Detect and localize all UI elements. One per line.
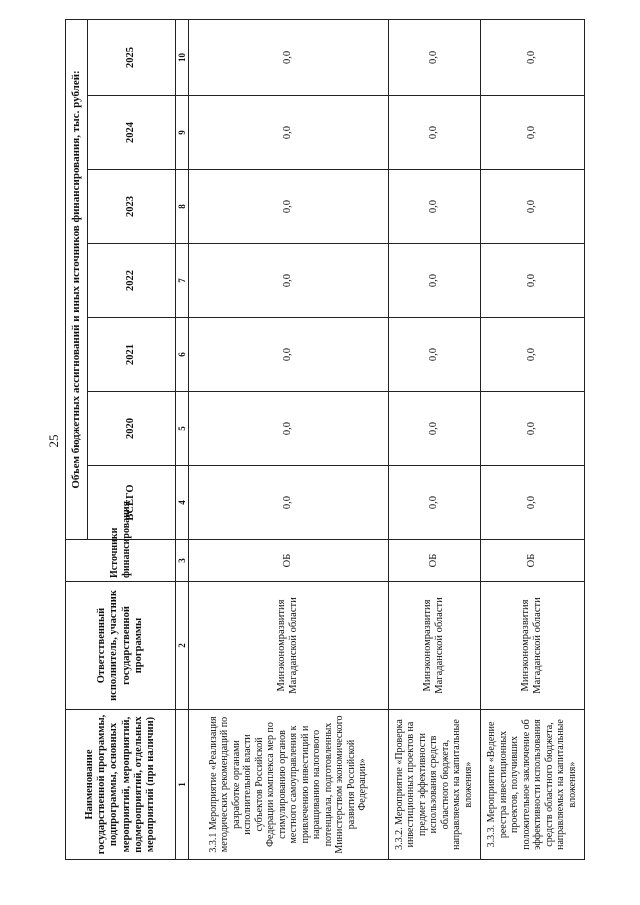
budget-table-rotated xyxy=(65,20,585,860)
column-number: 5 xyxy=(176,392,189,466)
row-value: 0,0 xyxy=(388,466,480,540)
header-year-2025: 2025 xyxy=(88,19,176,95)
column-number: 7 xyxy=(176,244,189,318)
header-name: Наименование государственной программы, подпрограммы, основных мероприятий, мероприятий, подмероприятий, отдельных мероприятий (при наличии) xyxy=(66,710,176,860)
header-responsible: Ответственный исполнитель, участник государственной программы xyxy=(66,582,176,710)
column-number: 1 xyxy=(176,710,189,860)
column-number: 8 xyxy=(176,170,189,244)
header-year-total: ВСЕГО xyxy=(88,466,176,540)
budget-table xyxy=(65,19,585,860)
table-row xyxy=(480,19,584,859)
row-value: 0,0 xyxy=(189,244,388,318)
row-value: 0,0 xyxy=(480,170,584,244)
column-number: 6 xyxy=(176,318,189,392)
header-budget-group: Объем бюджетных ассигнований и иных источников финансирования, тыс. рублей: xyxy=(66,19,88,539)
row-name: 3.3.2. Мероприятие «Проверка инвестиционных проектов на предмет эффективности использования средств областного бюджета, направляемых на капитальные вложения» xyxy=(388,710,480,860)
row-value: 0,0 xyxy=(480,96,584,170)
row-value: 0,0 xyxy=(189,96,388,170)
column-number: 10 xyxy=(176,19,189,95)
column-number: 3 xyxy=(176,540,189,582)
row-value: 0,0 xyxy=(388,244,480,318)
row-source: ОБ xyxy=(189,540,388,582)
column-number: 4 xyxy=(176,466,189,540)
header-year-2024: 2024 xyxy=(88,96,176,170)
row-value: 0,0 xyxy=(388,392,480,466)
row-source: ОБ xyxy=(480,540,584,582)
table-row xyxy=(189,19,388,859)
row-responsible: Минэкономразвития Магаданской области xyxy=(388,582,480,710)
page-number: 25 xyxy=(46,434,61,448)
row-responsible: Минэкономразвития Магаданской области xyxy=(480,582,584,710)
row-value: 0,0 xyxy=(189,466,388,540)
row-value: 0,0 xyxy=(388,19,480,95)
header-year-2022: 2022 xyxy=(88,244,176,318)
row-value: 0,0 xyxy=(480,19,584,95)
row-value: 0,0 xyxy=(189,392,388,466)
row-value: 0,0 xyxy=(480,466,584,540)
row-name: 3.3.3. Мероприятие «Ведение реестра инвестиционных проектов, получивших положительное заключение об эффективности использования средств областного бюджета, направляемых на капитальные вложения» xyxy=(480,710,584,860)
row-value: 0,0 xyxy=(388,318,480,392)
table-row xyxy=(388,19,480,859)
column-number: 2 xyxy=(176,582,189,710)
row-value: 0,0 xyxy=(189,19,388,95)
header-source: Источники финансирования xyxy=(66,540,176,582)
header-year-2023: 2023 xyxy=(88,170,176,244)
rotated-page-area xyxy=(65,20,585,860)
row-value: 0,0 xyxy=(189,170,388,244)
row-value: 0,0 xyxy=(480,392,584,466)
row-source: ОБ xyxy=(388,540,480,582)
row-value: 0,0 xyxy=(388,96,480,170)
column-number: 9 xyxy=(176,96,189,170)
row-value: 0,0 xyxy=(480,244,584,318)
row-responsible: Минэкономразвития Магаданской области xyxy=(189,582,388,710)
row-name: 3.3.1 Мероприятие «Реализация методических рекомендаций по разработке органами исполнительной власти субъектов Российской Федерации комплекса мер по стимулированию органов местного самоуправления к привлечению инвестиций и наращиванию налогового потенциала, подготовленных Министерством экономического развития Российской Федерации» xyxy=(189,710,388,860)
row-value: 0,0 xyxy=(480,318,584,392)
row-value: 0,0 xyxy=(388,170,480,244)
row-value: 0,0 xyxy=(189,318,388,392)
header-year-2021: 2021 xyxy=(88,318,176,392)
header-year-2020: 2020 xyxy=(88,392,176,466)
